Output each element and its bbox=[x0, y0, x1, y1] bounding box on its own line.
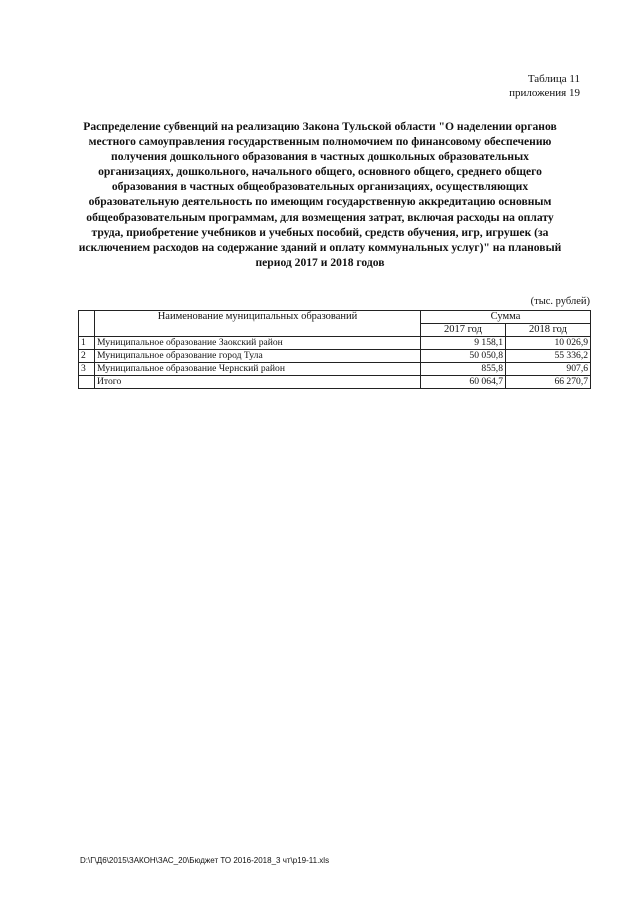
total-value-2017: 60 064,7 bbox=[421, 376, 506, 389]
row-value-2017: 50 050,8 bbox=[421, 350, 506, 363]
total-value-2018: 66 270,7 bbox=[506, 376, 591, 389]
table-row bbox=[79, 363, 591, 376]
units-label: (тыс. рублей) bbox=[530, 296, 590, 307]
file-path-footer: D:\Г\Д6\2015\ЗАКОН\ЗАС_20\Бюджет ТО 2016-2018_3 чт\р19-11.xls bbox=[80, 856, 330, 865]
row-value-2018: 907,6 bbox=[506, 363, 591, 376]
row-value-2018: 55 336,2 bbox=[506, 350, 591, 363]
total-number-cell bbox=[79, 376, 95, 389]
table-header-row bbox=[79, 311, 591, 324]
document-title: Распределение субвенций на реализацию Закона Тульской области "О наделении органов местного самоуправления государственным полномочием по финансовому обеспечению получения дошкольного образования в частных дошкольных образовательных организациях, дошкольного, начального общего, основного общего, среднего общего образования в частных общеобразовательных организациях, осуществляющих образовательную деятельность по имеющим государственную аккредитацию основным общеобразовательным программам, для возмещения затрат, включая расходы на оплату труда, приобретение учебников и учебных пособий, средств обучения, игр, игрушек (за исключением расходов на содержание зданий и оплату коммунальных услуг)" на плановый период 2017 и 2018 годов bbox=[78, 120, 562, 269]
table-number: Таблица 11 bbox=[527, 73, 580, 85]
row-value-2017: 855,8 bbox=[421, 363, 506, 376]
total-label: Итого bbox=[95, 376, 421, 389]
subvention-table bbox=[78, 310, 591, 389]
row-name: Муниципальное образование Заокский район bbox=[95, 337, 421, 350]
row-name: Муниципальное образование город Тула bbox=[95, 350, 421, 363]
table-reference bbox=[460, 72, 580, 100]
table-row bbox=[79, 350, 591, 363]
header-year-2018: 2018 год bbox=[506, 324, 591, 337]
header-year-2017: 2017 год bbox=[421, 324, 506, 337]
row-number: 1 bbox=[79, 337, 95, 350]
row-number: 2 bbox=[79, 350, 95, 363]
row-value-2018: 10 026,9 bbox=[506, 337, 591, 350]
table-row bbox=[79, 337, 591, 350]
row-name: Муниципальное образование Чернский район bbox=[95, 363, 421, 376]
row-value-2017: 9 158,1 bbox=[421, 337, 506, 350]
header-sum: Сумма bbox=[421, 311, 591, 324]
row-number: 3 bbox=[79, 363, 95, 376]
table-total-row bbox=[79, 376, 591, 389]
header-name: Наименование муниципальных образований bbox=[95, 311, 421, 337]
appendix-number: приложения 19 bbox=[509, 87, 580, 99]
header-number-cell bbox=[79, 311, 95, 337]
